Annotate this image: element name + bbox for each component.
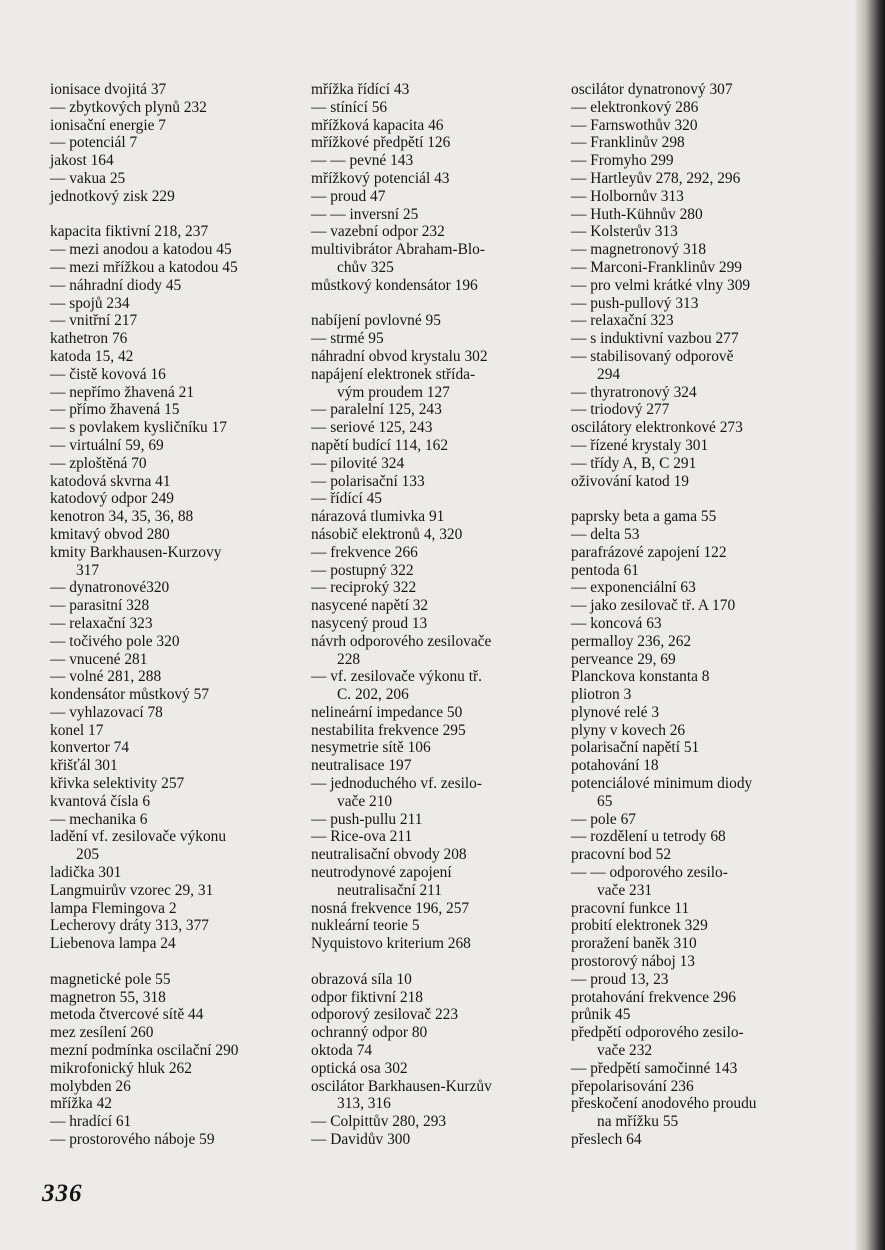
index-entry: — pro velmi krátké vlny 309 (571, 276, 751, 294)
index-entry: — čistě kovová 16 (50, 365, 166, 383)
index-entry: — zbytkových plynů 232 (50, 98, 207, 116)
index-entry: — frekvence 266 (311, 543, 418, 561)
index-entry: — pole 67 (571, 810, 636, 828)
index-entry: jednotkový zisk 229 (50, 187, 175, 205)
index-entry: neutralisační obvody 208 (311, 846, 467, 864)
index-entry: jakost 164 (50, 152, 114, 170)
index-entry: — spojů 234 (50, 294, 130, 312)
index-entry: nukleární teorie 5 (311, 917, 420, 935)
index-entry: kondensátor můstkový 57 (50, 686, 210, 704)
section-gap (311, 953, 556, 971)
index-entry: pracovní bod 52 (571, 846, 672, 864)
index-entry: obrazová síla 10 (311, 970, 412, 988)
index-entry: přeslech 64 (571, 1131, 642, 1149)
index-entry: katodový odpor 249 (50, 490, 174, 508)
index-entry: nabíjení povlovné 95 (311, 312, 441, 330)
index-entry-continuation: vým proudem 127 (337, 383, 450, 401)
index-entry: prostorový náboj 13 (571, 953, 695, 971)
index-entry: nosná frekvence 196, 257 (311, 899, 470, 917)
index-entry: katoda 15, 42 (50, 347, 134, 365)
index-entry: — magnetronový 318 (571, 241, 707, 259)
index-entry: — s povlakem kysličníku 17 (50, 419, 227, 437)
index-entry: — relaxační 323 (50, 614, 153, 632)
index-entry: ladění vf. zesilovače výkonu (50, 828, 227, 846)
index-entry: — prostorového náboje 59 (50, 1131, 215, 1149)
index-entry: — vnitřní 217 (50, 312, 138, 330)
index-entry: — proud 47 (311, 187, 386, 205)
index-entry: ionisační energie 7 (50, 116, 166, 134)
index-entry: oscilátory elektronkové 273 (571, 419, 743, 437)
index-entry: — dynatronové320 (50, 579, 170, 597)
index-entry: — push-pullu 211 (311, 810, 423, 828)
index-entry: — Fromyho 299 (571, 152, 674, 170)
index-entry: napájení elektronek střída- (311, 365, 476, 383)
index-entry: mřížkové předpětí 126 (311, 134, 451, 152)
index-entry: — push-pullový 313 (571, 294, 699, 312)
index-entry: — virtuální 59, 69 (50, 436, 164, 454)
section-gap (311, 295, 556, 313)
index-entry: ochranný odpor 80 (311, 1024, 428, 1042)
index-entry: pentoda 61 (571, 561, 639, 579)
index-entry: — vnucené 281 (50, 650, 148, 668)
index-entry: — rozdělení u tetrody 68 (571, 828, 726, 846)
index-entry: mřížka 42 (50, 1095, 112, 1113)
index-entry: odpor fiktivní 218 (311, 988, 424, 1006)
index-entry: — Hartleyův 278, 292, 296 (571, 169, 741, 187)
index-entry: potenciálové minimum diody (571, 775, 753, 793)
index-entry: parafrázové zapojení 122 (571, 543, 727, 561)
index-entry: — Colpittův 280, 293 (311, 1113, 447, 1131)
index-entry-continuation: chův 325 (337, 258, 394, 276)
index-entry: oživování katod 19 (571, 472, 689, 490)
index-entry: metoda čtvercové sítě 44 (50, 1006, 204, 1024)
index-entry: multivibrátor Abraham-Blo- (311, 241, 485, 259)
index-entry: — vf. zesilovače výkonu tř. (311, 668, 482, 686)
index-entry: křivka selektivity 257 (50, 775, 185, 793)
index-entry: — elektronkový 286 (571, 98, 699, 116)
index-entry: — thyratronový 324 (571, 383, 697, 401)
index-entry: — volné 281, 288 (50, 668, 162, 686)
index-entry: nárazová tlumivka 91 (311, 508, 445, 526)
section-gap (50, 206, 290, 224)
index-entry-continuation: C. 202, 206 (337, 686, 409, 704)
index-entry: — Franklinův 298 (571, 134, 685, 152)
index-entry: probití elektronek 329 (571, 917, 708, 935)
index-entry: pliotron 3 (571, 686, 632, 704)
index-entry: — strmé 95 (311, 330, 384, 348)
index-entry: — jako zesilovač tř. A 170 (571, 597, 736, 615)
index-entry: — pilovité 324 (311, 454, 405, 472)
index-entry: — Farnswothův 320 (571, 116, 698, 134)
index-entry: molybden 26 (50, 1077, 131, 1095)
index-entry: paprsky beta a gama 55 (571, 508, 717, 526)
index-entry: mřížka řídící 43 (311, 81, 410, 98)
index-entry: — Davidův 300 (311, 1131, 411, 1149)
index-entry: — postupný 322 (311, 561, 414, 579)
index-entry: — mezi anodou a katodou 45 (50, 241, 232, 259)
index-entry: — mechanika 6 (50, 810, 148, 828)
index-entry: kenotron 34, 35, 36, 88 (50, 508, 194, 526)
index-entry: náhradní obvod krystalu 302 (311, 347, 488, 365)
index-entry: protahování frekvence 296 (571, 988, 736, 1006)
index-entry: magnetron 55, 318 (50, 988, 166, 1006)
index-entry: — přímo žhavená 15 (50, 401, 180, 419)
index-entry: přepolarisování 236 (571, 1077, 694, 1095)
index-entry: kathetron 76 (50, 330, 128, 348)
index-column-1 (50, 81, 290, 1149)
index-entry: násobič elektronů 4, 320 (311, 525, 463, 543)
index-entry: — zploštěná 70 (50, 454, 147, 472)
index-entry: Planckova konstanta 8 (571, 668, 710, 686)
index-entry: mezní podmínka oscilační 290 (50, 1042, 239, 1060)
section-gap (50, 953, 290, 971)
index-entry: Nyquistovo kriterium 268 (311, 935, 471, 953)
index-entry: katodová skvrna 41 (50, 472, 171, 490)
index-entry: plyny v kovech 26 (571, 721, 686, 739)
index-entry: ladička 301 (50, 864, 122, 882)
index-entry: — vyhlazovací 78 (50, 703, 163, 721)
index-entry: potahování 18 (571, 757, 659, 775)
index-entry: nasycený proud 13 (311, 614, 428, 632)
index-entry: — — odporového zesilo- (571, 864, 728, 882)
index-entry-continuation: 205 (76, 846, 100, 864)
index-entry: — hradící 61 (50, 1113, 132, 1131)
index-entry-continuation: vače 210 (337, 792, 393, 810)
index-entry-continuation: vače 231 (597, 881, 653, 899)
index-entry: — nepřímo žhavená 21 (50, 383, 195, 401)
index-entry: — triodový 277 (571, 401, 670, 419)
index-entry: lampa Flemingova 2 (50, 899, 177, 917)
index-entry: — seriové 125, 243 (311, 419, 433, 437)
index-entry: — reciproký 322 (311, 579, 417, 597)
index-entry: kapacita fiktivní 218, 237 (50, 223, 209, 241)
index-entry: — — pevné 143 (311, 152, 414, 170)
index-entry: neutralisace 197 (311, 757, 412, 775)
index-entry: — řízené krystaly 301 (571, 436, 709, 454)
index-entry: — stabilisovaný odporově (571, 347, 734, 365)
index-entry: předpětí odporového zesilo- (571, 1024, 744, 1042)
index-entry: konvertor 74 (50, 739, 130, 757)
index-entry: — vazební odpor 232 (311, 223, 445, 241)
index-entry: — paralelní 125, 243 (311, 401, 442, 419)
index-entry: mřížková kapacita 46 (311, 116, 444, 134)
index-entry: optická osa 302 (311, 1059, 408, 1077)
index-entry: — — inversní 25 (311, 205, 419, 223)
index-entry: Lecherovy dráty 313, 377 (50, 917, 209, 935)
index-entry: můstkový kondensátor 196 (311, 276, 478, 294)
index-entry: oscilátor Barkhausen-Kurzův (311, 1077, 492, 1095)
index-entry: — proud 13, 23 (571, 970, 669, 988)
index-entry: — s induktivní vazbou 277 (571, 330, 739, 348)
index-entry: proražení baněk 310 (571, 935, 697, 953)
index-entry: — Holbornův 313 (571, 187, 684, 205)
index-entry: mřížkový potenciál 43 (311, 169, 450, 187)
index-entry: — předpětí samočinné 143 (571, 1059, 738, 1077)
index-entry: Langmuirův vzorec 29, 31 (50, 881, 214, 899)
index-entry: — točivého pole 320 (50, 632, 180, 650)
index-entry: kmity Barkhausen-Kurzovy (50, 543, 222, 561)
index-entry: — Huth-Kühnův 280 (571, 205, 703, 223)
section-gap (571, 490, 816, 508)
index-entry: — polarisační 133 (311, 472, 425, 490)
index-entry-continuation: 317 (76, 561, 100, 579)
index-entry-continuation: 313, 316 (337, 1095, 391, 1113)
index-entry: — exponenciální 63 (571, 579, 696, 597)
index-entry-continuation: 65 (597, 792, 613, 810)
index-entry: napětí budící 114, 162 (311, 436, 449, 454)
index-entry: — náhradní diody 45 (50, 276, 182, 294)
page-number: 336 (42, 1180, 83, 1207)
index-entry: — řídící 45 (311, 490, 382, 508)
index-entry: — vakua 25 (50, 169, 126, 187)
index-entry: přeskočení anodového proudu (571, 1095, 757, 1113)
index-entry-continuation: vače 232 (597, 1042, 653, 1060)
index-entry: — Rice-ova 211 (311, 828, 413, 846)
index-entry-continuation: neutralisační 211 (337, 881, 442, 899)
index-entry: polarisační napětí 51 (571, 739, 700, 757)
index-entry: pracovní funkce 11 (571, 899, 690, 917)
index-entry: plynové relé 3 (571, 703, 660, 721)
index-entry: — delta 53 (571, 525, 640, 543)
index-entry: magnetické pole 55 (50, 970, 171, 988)
index-entry: nasycené napětí 32 (311, 597, 429, 615)
index-entry-continuation: 294 (597, 365, 621, 383)
index-entry: neutrodynové zapojení (311, 864, 452, 882)
index-entry: — koncová 63 (571, 614, 662, 632)
index-entry: perveance 29, 69 (571, 650, 676, 668)
index-entry: — Marconi-Franklinův 299 (571, 258, 742, 276)
index-entry: oktoda 74 (311, 1042, 373, 1060)
index-entry: průnik 45 (571, 1006, 631, 1024)
index-entry: — potenciál 7 (50, 134, 138, 152)
index-entry-continuation: 228 (337, 650, 361, 668)
index-entry: — relaxační 323 (571, 312, 674, 330)
index-column-2 (311, 81, 556, 1149)
index-entry: — mezi mřížkou a katodou 45 (50, 258, 238, 276)
index-entry: — parasitní 328 (50, 597, 150, 615)
index-entry: Liebenova lampa 24 (50, 935, 176, 953)
index-entry: oscilátor dynatronový 307 (571, 81, 733, 98)
index-entry: nestabilita frekvence 295 (311, 721, 466, 739)
index-entry: — stínící 56 (311, 98, 388, 116)
index-entry: kmitavý obvod 280 (50, 525, 170, 543)
index-column-3 (571, 81, 816, 1149)
index-entry: mikrofonický hluk 262 (50, 1059, 192, 1077)
index-entry: odporový zesilovač 223 (311, 1006, 459, 1024)
index-entry: ionisace dvojitá 37 (50, 81, 167, 98)
index-entry: — třídy A, B, C 291 (571, 454, 697, 472)
index-entry: nelineární impedance 50 (311, 703, 463, 721)
index-entry: permalloy 236, 262 (571, 632, 692, 650)
index-entry: — jednoduchého vf. zesilo- (311, 775, 482, 793)
index-entry: kvantová čísla 6 (50, 792, 151, 810)
index-entry-continuation: na mřížku 55 (597, 1113, 679, 1131)
index-entry: nesymetrie sítě 106 (311, 739, 431, 757)
index-entry: křišťál 301 (50, 757, 118, 775)
index-entry: mez zesílení 260 (50, 1024, 154, 1042)
index-entry: konel 17 (50, 721, 104, 739)
index-entry: — Kolsterův 313 (571, 223, 678, 241)
index-entry: návrh odporového zesilovače (311, 632, 492, 650)
page-edge-shadow (855, 0, 885, 1250)
